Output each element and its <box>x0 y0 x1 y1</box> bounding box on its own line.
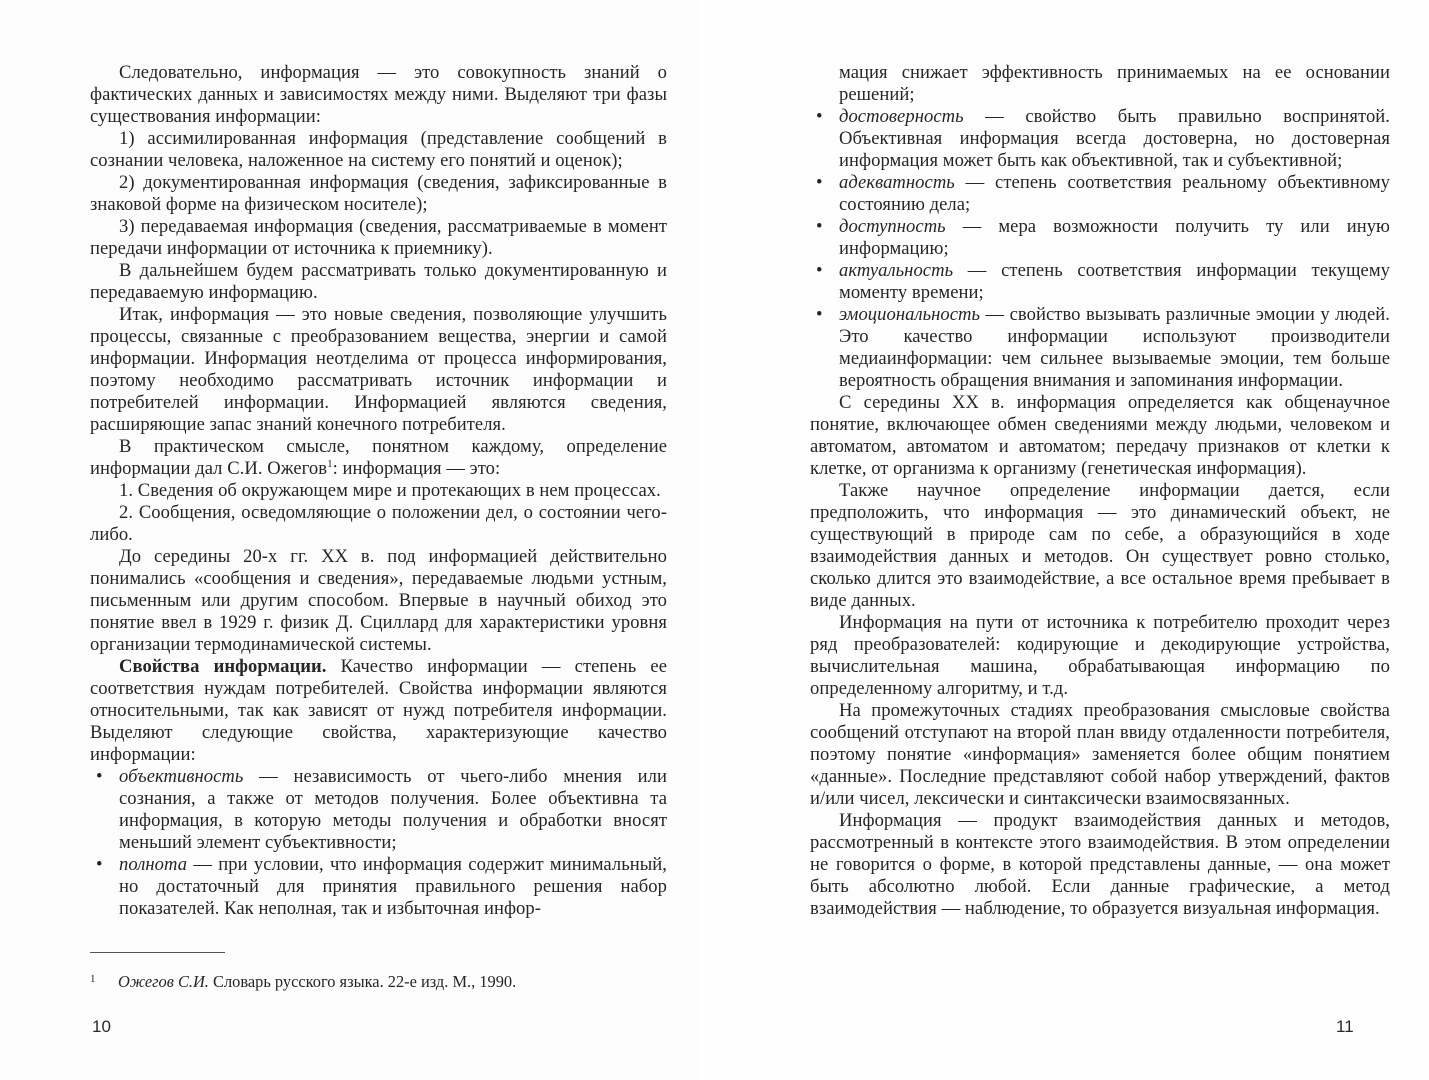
list-item <box>90 854 667 920</box>
page-number: 10 <box>92 1017 111 1036</box>
footnote-source: Словарь русского языка. 22-е изд. М., 1990. <box>208 972 517 991</box>
paragraph-text: В практическом смысле, понятном каждому, определение информации дал С.И. Ожегов <box>90 436 667 479</box>
paragraph-text: : информация — это: <box>332 458 501 479</box>
paragraph: 2) документированная информация (сведения, зафиксированные в знаковой форме на физическом носителе); <box>90 172 667 215</box>
list-item <box>810 172 1390 216</box>
paragraph: До середины 20-х гг. XX в. под информацией действительно понимались «сообщения и сведения», передаваемые людьми устным, письменным или другим способом. Впервые в научный обиход это понятие ввел в 1929 г. физик Д. Сциллард для характеристики уровня организации термодинамической системы. <box>90 546 667 655</box>
term: полнота <box>119 854 188 875</box>
right-page <box>710 0 1429 1080</box>
paragraph: 1. Сведения об окружающем мире и протекающих в нем процессах. <box>119 480 661 501</box>
term: адекватность <box>839 172 955 193</box>
paragraph: В дальнейшем будем рассматривать только документированную и передаваемую информацию. <box>90 260 667 303</box>
footnote-divider <box>90 952 225 953</box>
term: актуальность <box>839 260 954 281</box>
section-heading: Свойства информации. <box>119 656 327 677</box>
bullet-icon: • <box>96 854 103 875</box>
term: доступность <box>839 216 946 237</box>
page-number: 11 <box>1336 1017 1354 1036</box>
footnote-author: Ожегов С.И. <box>118 972 209 991</box>
definition: мация снижает эффективность принимаемых на ее основании решений; <box>839 62 1390 105</box>
paragraph: На промежуточных стадиях преобразования смысловые свойства сообщений отступают на второй план ввиду отдаленности потребителя, поэтому понятие «информация» заменяется более общим понятием «данные». Последние представляют собой набор утверждений, фактов и/или чисел, лексически и синтаксически взаимосвязанных. <box>810 700 1390 809</box>
bullet-icon: • <box>816 106 823 127</box>
paragraph: Итак, информация — это новые сведения, позволяющие улучшить процессы, связанные с преобразованием вещества, энергии и самой информации. Информация неотделима от процесса информирования, поэтому необходимо рассматривать источник информации и потребителей информации. Информацией являются сведения, расширяющие запас знаний конечного потребителя. <box>90 304 667 435</box>
definition: — при условии, что информация содержит минимальный, но достаточный для принятия правильного решения набор показателей. Как неполная, так и избыточная инфор- <box>119 854 667 919</box>
paragraph: Информация на пути от источника к потребителю проходит через ряд преобразователей: кодирующие и декодирующие устройства, вычислительная машина, обрабатывающая информацию по определенному алгоритму, и т.д. <box>810 612 1390 699</box>
list-item <box>90 766 667 854</box>
definition: — свойство вызывать различные эмоции у людей. Это качество информации используют производители медиаинформации: чем сильнее вызываемые эмоции, тем больше вероятность обращения внимания и запоминания информации. <box>839 304 1390 391</box>
definition: — степень соответствия реальному объективному состоянию дела; <box>839 172 1390 215</box>
paragraph: Информация — продукт взаимодействия данных и методов, рассмотренный в контексте этого взаимодействия. В этом определении не говорится о форме, в которой представлены данные, — она может быть абсолютно любой. Если данные графические, а метод взаимодействия — наблюдение, то образуется визуальная информация. <box>810 810 1390 919</box>
paragraph: 1) ассимилированная информация (представление сообщений в сознании человека, наложенное на систему его понятий и оценок); <box>90 128 667 171</box>
paragraph: 2. Сообщения, осведомляющие о положении дел, о состоянии чего-либо. <box>90 502 667 545</box>
definition: — мера возможности получить ту или иную информацию; <box>839 216 1390 259</box>
paragraph: С середины XX в. информация определяется как общенаучное понятие, включающее обмен сведениями между людьми, человеком и автоматом, автоматом и автоматом; передачу признаков от клетки к клетке, от организма к организму (генетическая информация). <box>810 392 1390 479</box>
bullet-icon: • <box>816 216 823 237</box>
list-item-continuation <box>810 62 1390 106</box>
paragraph: 3) передаваемая информация (сведения, рассматриваемые в момент передачи информации от источника к приемнику). <box>90 216 667 259</box>
list-item <box>810 304 1390 392</box>
term: объективность <box>119 766 244 787</box>
list-item <box>810 106 1390 172</box>
bullet-icon: • <box>96 766 103 787</box>
footnote-mark: 1 <box>90 973 96 985</box>
paragraph-ozhegov <box>90 436 667 480</box>
definition: — степень соответствия информации текущему моменту времени; <box>839 260 1390 303</box>
term: достоверность <box>839 106 964 127</box>
bullet-icon: • <box>816 260 823 281</box>
paragraph-text: Качество информации — степень ее соответствия нуждам потребителей. Свойства информации являются относительными, так как зависят от нужд потребителя информации. Выделяют следующие свойства, характеризующие качество информации: <box>90 656 668 765</box>
right-text-column <box>810 62 1390 920</box>
left-page <box>0 0 700 1080</box>
footnote-text <box>118 972 516 992</box>
paragraph: Также научное определение информации дается, если предположить, что информация — это динамический объект, не существующий в природе сам по себе, а образующийся в ходе взаимодействия данных и методов. Он существует ровно столько, сколько длится это взаимодействие, а все остальное время пребывает в виде данных. <box>810 480 1390 611</box>
paragraph: Следовательно, информация — это совокупность знаний о фактических данных и зависимостях между ними. Выделяют три фазы существования информации: <box>90 62 667 127</box>
definition: — свойство быть правильно воспринятой. Объективная информация всегда достоверна, но достоверная информация может быть как объективной, так и субъективной; <box>839 106 1390 171</box>
bullet-icon: • <box>816 172 823 193</box>
list-item <box>810 260 1390 304</box>
left-text-column <box>90 62 667 920</box>
properties-list <box>810 62 1390 392</box>
properties-list <box>90 766 667 920</box>
paragraph-properties <box>90 656 667 766</box>
list-item <box>810 216 1390 260</box>
footnote-reference[interactable]: 1 <box>327 457 333 470</box>
term: эмоциональность <box>839 304 981 325</box>
bullet-icon: • <box>816 304 823 325</box>
definition: — независимость от чьего-либо мнения или сознания, а также от методов получения. Более объективна та информация, в которую методы получения и обработки вносят меньший элемент субъективности; <box>119 766 667 853</box>
